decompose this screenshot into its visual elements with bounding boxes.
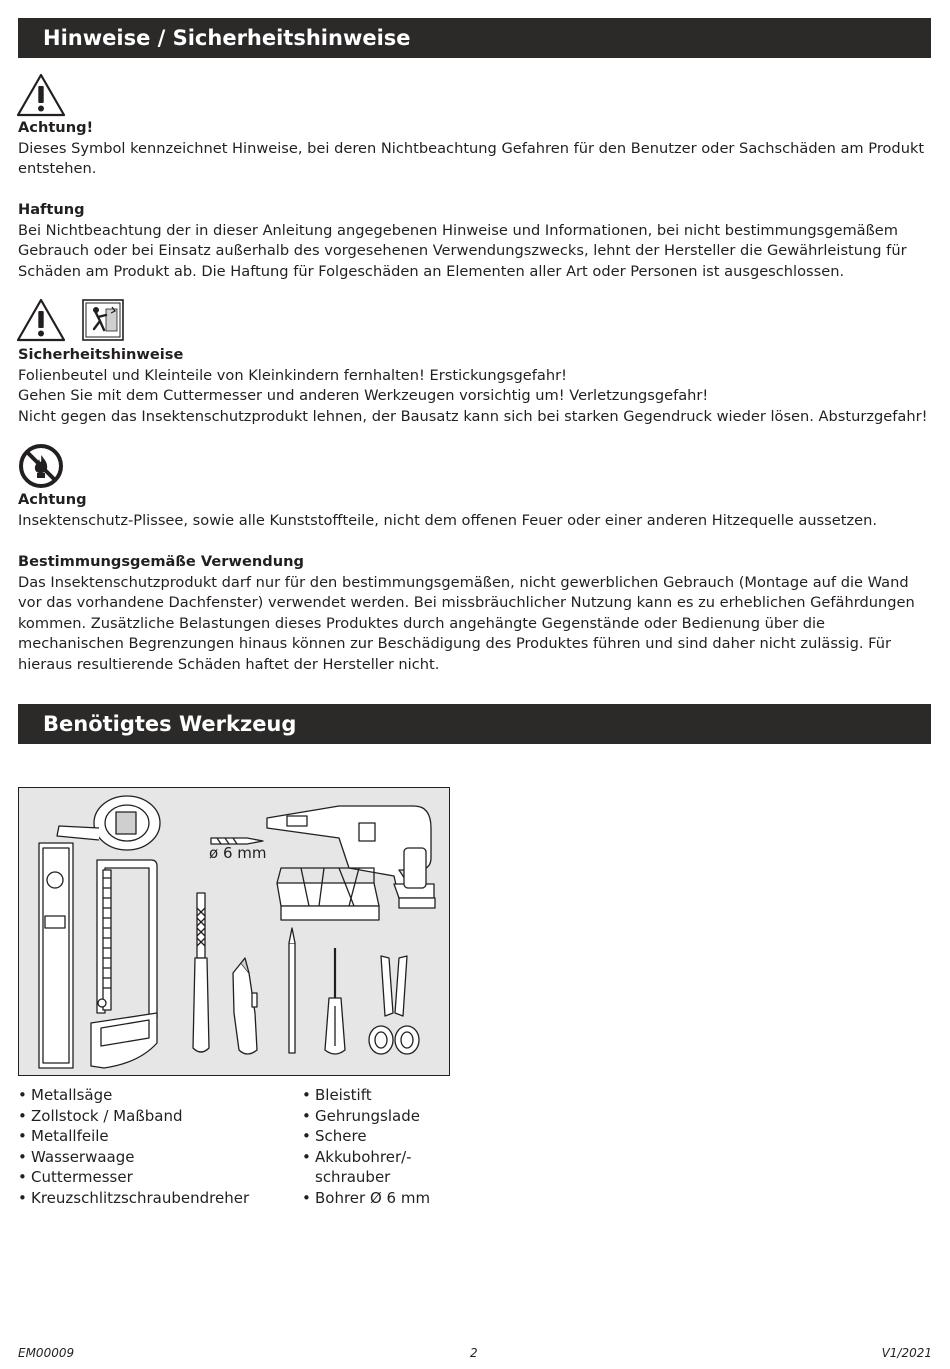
file-icon — [193, 893, 209, 1052]
verwendung-block — [18, 552, 928, 675]
sicherheit-heading: Sicherheitshinweise — [18, 346, 184, 363]
section-title-safety: Hinweise / Sicherheitshinweise — [18, 18, 931, 58]
warning-triangle-icon — [16, 73, 66, 117]
screwdriver-icon — [325, 948, 345, 1054]
list-item: • Metallsäge — [18, 1085, 249, 1106]
hacksaw-icon — [91, 860, 157, 1068]
sicherheit-line: Gehen Sie mit dem Cuttermesser und anderen Werkzeugen vorsichtig um! Verletzungsgefahr! — [18, 387, 709, 404]
list-item: • Cuttermesser — [18, 1167, 249, 1188]
achtung-heading: Achtung! — [18, 119, 94, 136]
list-item: • Metallfeile — [18, 1126, 249, 1147]
sicherheit-line: Nicht gegen das Insektenschutzprodukt lehnen, der Bausatz kann sich bei starken Gegendruck wieder lösen. Absturzgefahr! — [18, 407, 928, 425]
tool-list-left — [18, 1085, 249, 1208]
list-item: • Wasserwaage — [18, 1147, 249, 1168]
spirit-level-icon — [39, 843, 73, 1068]
achtung2-heading: Achtung — [18, 491, 87, 508]
scissors-icon — [369, 956, 419, 1054]
section-title-tools: Benötigtes Werkzeug — [18, 704, 931, 744]
tool-list-right — [302, 1085, 430, 1208]
achtung-text: Dieses Symbol kennzeichnet Hinweise, bei deren Nichtbeachtung Gefahren für den Benutzer oder Sachschäden am Produkt entstehen. — [18, 139, 925, 177]
pencil-icon — [289, 928, 295, 1053]
no-open-flame-icon — [18, 443, 64, 489]
achtung-block — [18, 118, 928, 180]
tools-drawing — [19, 788, 448, 1074]
haftung-heading: Haftung — [18, 201, 85, 218]
drill-bit-label: ø 6 mm — [209, 844, 267, 862]
list-item: • Gehrungslade — [302, 1106, 430, 1127]
page-number: 2 — [470, 1346, 478, 1360]
list-item: • Bleistift — [302, 1085, 430, 1106]
verwendung-text: Das Insektenschutzprodukt darf nur für den bestimmungsgemäßen, nicht gewerblichen Gebrauch (Montage auf die Wand vor das vorhandene Dachfenster) verwendet werden. Bei missbräuchlicher Nutzung kann es zu erheblichen Gefährdungen kommen. Zusätzliche Belastungen dieses Produktes durch angehängte Gegenstände oder Bedienung über die mechanischen Begrenzungen hinaus können zur Beschädigung des Produktes führen und sind daher nicht zulässig. Für hieraus resultierende Schäden haftet der Hersteller nicht. — [18, 573, 915, 673]
footer-doc-id: EM00009 — [18, 1346, 75, 1360]
list-item: • Kreuzschlitzschraubendreher — [18, 1188, 249, 1209]
list-item: • Akkubohrer/- schrauber — [302, 1147, 430, 1188]
sicherheit-line: Folienbeutel und Kleinteile von Kleinkindern fernhalten! Erstickungsgefahr! — [18, 366, 567, 384]
person-falling-hazard-icon — [82, 299, 124, 341]
footer-version: V1/2021 — [881, 1346, 932, 1360]
miter-box-icon — [277, 868, 379, 920]
tools-illustration — [18, 787, 450, 1076]
sicherheit-block — [18, 345, 928, 427]
tape-measure-icon — [57, 796, 160, 850]
haftung-block — [18, 200, 928, 282]
achtung2-text: Insektenschutz-Plissee, sowie alle Kunststoffteile, nicht dem offenen Feuer oder einer anderen Hitzequelle aussetzen. — [18, 511, 877, 529]
list-item: • Bohrer Ø 6 mm — [302, 1188, 430, 1209]
haftung-text: Bei Nichtbeachtung der in dieser Anleitung angegebenen Hinweise und Informationen, bei nicht bestimmungsgemäßem Gebrauch oder bei Einsatz außerhalb des vorgesehenen Verwendungszwecks, lehnt der Hersteller die Gewährleistung für Schäden am Produkt ab. Die Haftung für Folgeschäden an Elementen aller Art oder Personen ist ausgeschlossen. — [18, 221, 907, 280]
list-item: • Zollstock / Maßband — [18, 1106, 249, 1127]
verwendung-heading: Bestimmungsgemäße Verwendung — [18, 553, 304, 570]
cutter-knife-icon — [233, 958, 257, 1054]
achtung2-block — [18, 490, 928, 531]
list-item: • Schere — [302, 1126, 430, 1147]
warning-triangle-icon — [16, 298, 66, 342]
